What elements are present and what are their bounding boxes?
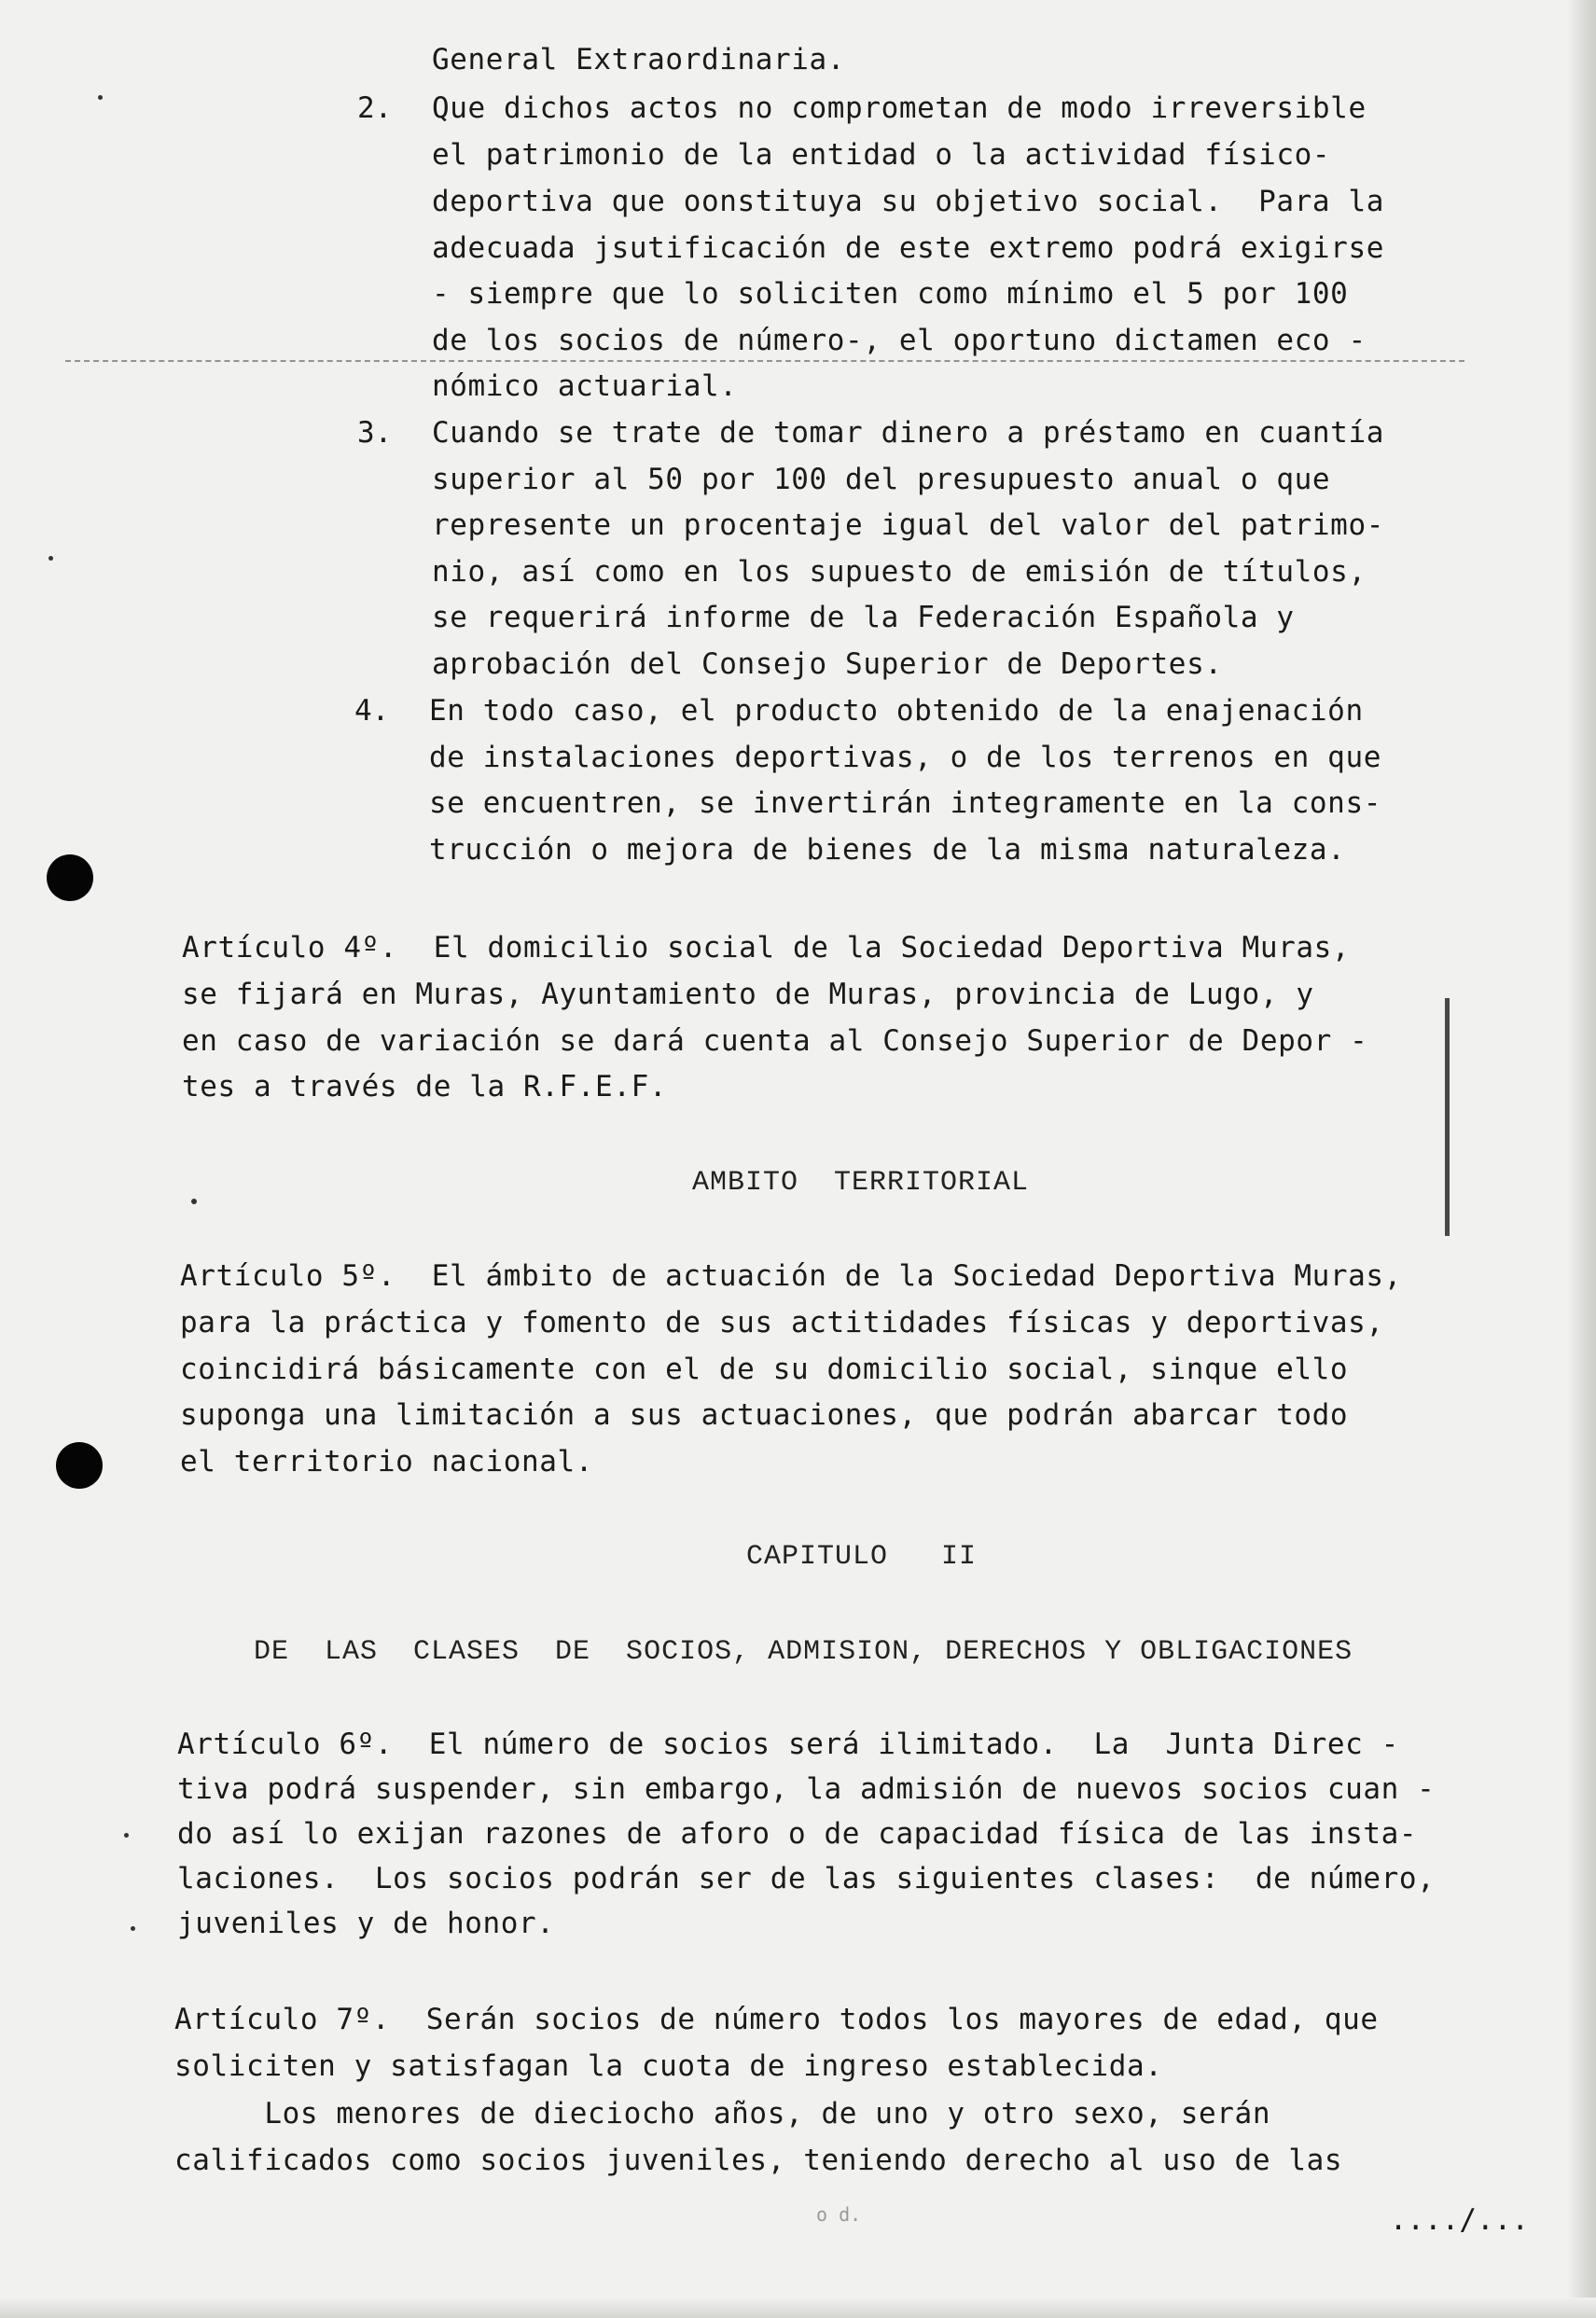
ink-speck bbox=[131, 1926, 135, 1931]
article-4-line: tes a través de la R.F.E.F. bbox=[182, 1070, 668, 1103]
item-number: 3. bbox=[357, 416, 393, 450]
item-4-line: trucción o mejora de bienes de la misma naturaleza. bbox=[429, 833, 1346, 867]
article-7-line: Los menores de dieciocho años, de uno y otro sexo, serán bbox=[174, 2097, 1271, 2131]
item-4-line: En todo caso, el producto obtenido de la enajenación bbox=[429, 694, 1364, 728]
item-4-line: se encuentren, se invertirán integramente en la cons- bbox=[429, 786, 1381, 820]
item-3-line: se requerirá informe de la Federación Española y bbox=[432, 601, 1295, 634]
ink-speck bbox=[49, 556, 53, 561]
item-2-line: el patrimonio de la entidad o la actividad físico- bbox=[432, 138, 1331, 172]
item-3-line: superior al 50 por 100 del presupuesto anual o que bbox=[432, 463, 1331, 496]
item-3-line: Cuando se trate de tomar dinero a préstamo en cuantía bbox=[432, 416, 1384, 450]
item-2-line: nómico actuarial. bbox=[432, 369, 738, 403]
margin-ink-mark bbox=[1445, 998, 1450, 1236]
item-2-line: Que dichos actos no comprometan de modo irreversible bbox=[432, 91, 1367, 125]
punch-hole-upper bbox=[47, 854, 93, 901]
chapter-heading: CAPITULO II bbox=[746, 1541, 978, 1573]
item-2-line: - siempre que lo soliciten como mínimo el 5 por 100 bbox=[432, 277, 1349, 311]
text-line: General Extraordinaria. bbox=[432, 43, 846, 76]
article-4-line: se fijará en Muras, Ayuntamiento de Muras, provincia de Lugo, y bbox=[182, 978, 1314, 1011]
article-7-line: calificados como socios juveniles, teniendo derecho al uso de las bbox=[174, 2144, 1343, 2177]
article-6-line: Artículo 6º. El número de socios será ilimitado. La Junta Direc - bbox=[177, 1728, 1399, 1761]
ink-speck bbox=[124, 1833, 129, 1838]
item-3-line: aprobación del Consejo Superior de Deportes. bbox=[432, 647, 1223, 681]
article-5-line: suponga una limitación a sus actuaciones, que podrán abarcar todo bbox=[180, 1398, 1349, 1432]
punch-hole-lower bbox=[56, 1442, 103, 1489]
page-edge-shadow bbox=[1568, 0, 1596, 2318]
article-5-line: coincidirá básicamente con el de su domicilio social, sinque ello bbox=[180, 1353, 1349, 1386]
chapter-subheading: DE LAS CLASES DE SOCIOS, ADMISION, DERECHOS Y OBLIGACIONES bbox=[254, 1636, 1353, 1668]
ink-speck bbox=[98, 95, 103, 100]
article-5-line: el territorio nacional. bbox=[180, 1445, 594, 1478]
article-6-line: juveniles y de honor. bbox=[177, 1907, 555, 1940]
item-number: 4. bbox=[354, 694, 390, 728]
item-2-line: deportiva que oonstituya su objetivo social. Para la bbox=[432, 185, 1384, 218]
item-4-line: de instalaciones deportivas, o de los terrenos en que bbox=[429, 741, 1381, 774]
ink-speck bbox=[191, 1199, 197, 1204]
article-5-line: Artículo 5º. El ámbito de actuación de la Sociedad Deportiva Muras, bbox=[180, 1259, 1402, 1293]
article-7-line: Artículo 7º. Serán socios de número todos los mayores de edad, que bbox=[174, 2003, 1379, 2036]
section-heading-ambito: AMBITO TERRITORIAL bbox=[692, 1167, 1030, 1199]
article-6-line: do así lo exijan razones de aforo o de capacidad física de las insta- bbox=[177, 1817, 1418, 1851]
page-bottom-shadow bbox=[0, 2297, 1596, 2318]
article-6-line: tiva podrá suspender, sin embargo, la admisión de nuevos socios cuan - bbox=[177, 1772, 1436, 1806]
item-3-line: represente un procentaje igual del valor del patrimo- bbox=[432, 508, 1384, 542]
item-2-line: de los socios de número-, el oportuno dictamen eco - bbox=[432, 324, 1367, 357]
item-number: 2. bbox=[357, 91, 393, 125]
article-4-line: en caso de variación se dará cuenta al Consejo Superior de Depor - bbox=[182, 1024, 1368, 1058]
item-2-line: adecuada jsutificación de este extremo podrá exigirse bbox=[432, 231, 1384, 265]
item-3-line: nio, así como en los supuesto de emisión de títulos, bbox=[432, 555, 1367, 589]
dashed-rule bbox=[65, 360, 1464, 362]
faint-footer-mark: o d. bbox=[816, 2203, 862, 2226]
article-4-line: Artículo 4º. El domicilio social de la Sociedad Deportiva Muras, bbox=[182, 931, 1351, 965]
article-6-line: laciones. Los socios podrán ser de las siguientes clases: de número, bbox=[177, 1862, 1436, 1895]
continued-marker: ..../... bbox=[1389, 2203, 1529, 2237]
article-5-line: para la práctica y fomento de sus actitidades físicas y deportivas, bbox=[180, 1306, 1384, 1339]
article-7-line: soliciten y satisfagan la cuota de ingreso establecida. bbox=[174, 2049, 1163, 2083]
